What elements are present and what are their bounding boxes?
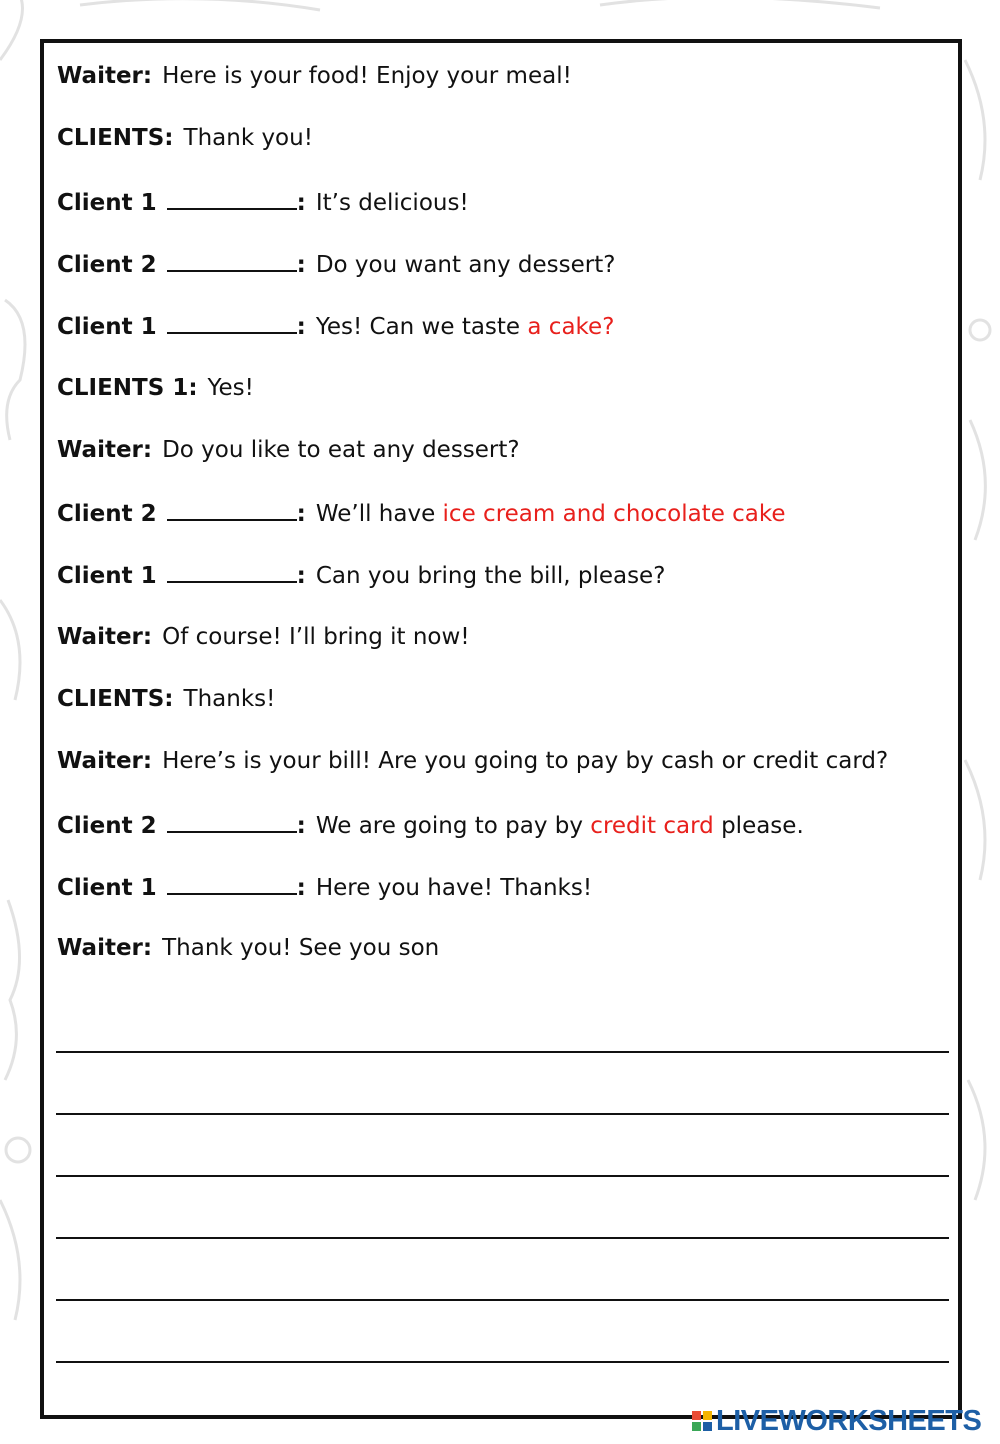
text-segment: Here’s is your bill! Are you going to pay by cash or credit card? (162, 748, 889, 775)
dialogue-line (57, 310, 948, 342)
speaker-label: CLIENTS 1: (57, 374, 198, 401)
speaker-label: CLIENTS: (57, 686, 174, 712)
name-blank-field[interactable] (167, 559, 297, 583)
name-blank-field[interactable] (167, 248, 297, 272)
dialogue-line (57, 435, 948, 465)
text-segment: please. (713, 812, 804, 839)
speaker-label: Waiter: (57, 935, 153, 962)
text-segment: Thank you! See you son (162, 935, 440, 962)
line-text (316, 813, 804, 839)
dialogue-line (57, 248, 948, 280)
dialogue-line (57, 746, 948, 776)
speaker-label: Waiter: (57, 436, 153, 463)
colon: : (296, 812, 306, 839)
logo-text: LIVEWORKSHEETS (716, 1404, 982, 1437)
writing-line[interactable] (56, 1113, 949, 1115)
line-text (316, 501, 786, 527)
speaker-label: Client 2 (57, 501, 157, 528)
dialogue-line (57, 809, 948, 841)
speaker-label: Client 2 (57, 251, 157, 278)
line-text (184, 686, 276, 712)
speaker-label: Waiter: (57, 748, 153, 775)
dialogue-line (57, 497, 948, 529)
text-segment: Do you like to eat any dessert? (162, 436, 520, 463)
dialogue-line (57, 186, 948, 218)
text-segment: Do you want any dessert? (315, 251, 616, 278)
colon: : (296, 314, 306, 341)
worksheet-frame (40, 39, 962, 1419)
dialogue-line (57, 61, 948, 91)
text-segment: We’ll have (315, 501, 443, 528)
line-text (316, 314, 615, 340)
speaker-label: Waiter: (57, 63, 153, 89)
dialogue-line (57, 373, 948, 403)
dialogue-line (57, 622, 948, 652)
line-text (162, 935, 439, 961)
dialogue-line (57, 123, 948, 153)
name-blank-field[interactable] (167, 809, 297, 833)
speaker-label: CLIENTS: (57, 125, 174, 152)
liveworksheets-logo (692, 1402, 981, 1440)
line-text (184, 125, 313, 151)
line-text (316, 252, 616, 278)
text-segment: Of course! I’ll bring it now! (162, 623, 470, 650)
highlighted-answer: credit card (590, 812, 714, 839)
line-text (162, 624, 469, 650)
speaker-label: Client 2 (57, 812, 157, 839)
writing-line[interactable] (56, 1361, 949, 1363)
line-text (162, 748, 888, 774)
speaker-label: Client 1 (57, 189, 157, 216)
text-segment: We are going to pay by (315, 812, 591, 839)
line-text (162, 63, 572, 89)
colon: : (296, 563, 306, 590)
text-segment: Can you bring the bill, please? (315, 563, 666, 590)
text-segment: Yes! (207, 374, 254, 401)
dialogue-line (57, 871, 948, 903)
text-segment: Yes! Can we taste (315, 314, 528, 341)
dialogue-line (57, 684, 948, 714)
line-text (162, 437, 520, 463)
logo-mark-icon (692, 1411, 712, 1431)
speaker-label: Client 1 (57, 563, 157, 590)
text-segment: Here is your food! Enjoy your meal! (162, 63, 572, 89)
line-text (208, 375, 254, 401)
speaker-label: Client 1 (57, 314, 157, 341)
name-blank-field[interactable] (167, 310, 297, 334)
name-blank-field[interactable] (167, 871, 297, 895)
dialogue-line (57, 933, 948, 963)
writing-line[interactable] (56, 1237, 949, 1239)
colon: : (296, 501, 306, 528)
colon: : (296, 874, 306, 901)
text-segment: Here you have! Thanks! (315, 874, 593, 901)
colon: : (296, 251, 306, 278)
name-blank-field[interactable] (167, 497, 297, 521)
writing-line[interactable] (56, 1299, 949, 1301)
line-text (316, 875, 592, 901)
text-segment: Thanks! (183, 686, 276, 712)
text-segment: Thank you! (183, 125, 313, 152)
name-blank-field[interactable] (167, 186, 297, 210)
line-text (316, 190, 469, 216)
line-text (316, 563, 666, 589)
writing-line[interactable] (56, 1175, 949, 1177)
writing-line[interactable] (56, 1051, 949, 1053)
speaker-label: Client 1 (57, 874, 157, 901)
speaker-label: Waiter: (57, 623, 153, 650)
highlighted-answer: a cake? (527, 314, 615, 341)
dialogue-line (57, 559, 948, 591)
colon: : (296, 189, 306, 216)
text-segment: It’s delicious! (315, 189, 469, 216)
highlighted-answer: ice cream and chocolate cake (442, 501, 786, 528)
